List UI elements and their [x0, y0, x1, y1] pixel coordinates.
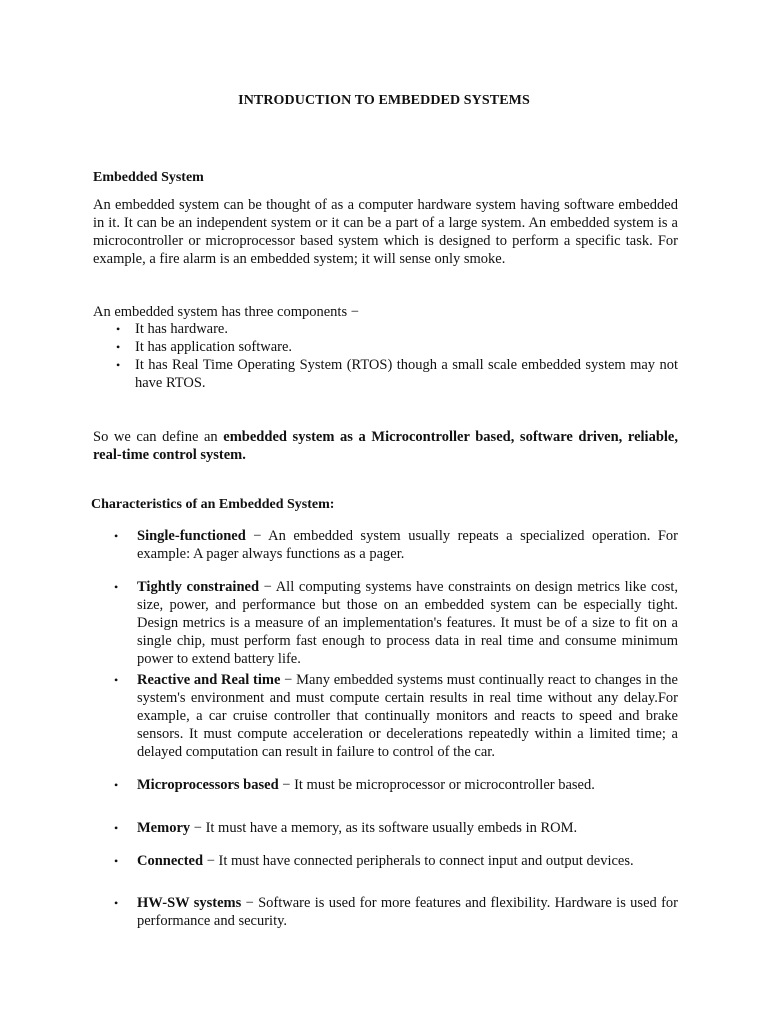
section-heading-embedded-system: Embedded System: [93, 170, 204, 185]
definition-bold: embedded system as a Microcontroller based, software driven, reliable, real-time control system.: [93, 429, 678, 463]
definition-paragraph: [93, 428, 678, 464]
component-text: It has application software.: [135, 339, 293, 355]
bullet-icon: •: [114, 854, 119, 868]
characteristic-text: Many embedded systems must continually react to changes in the system's environment and must compute certain results in real time without any delay.For example, a car cruise controller that continually monitors and reacts to speed and brake sensors. It must compute acceleration or decelerations repeatedly within a limited time; a delayed computation can result in failure to control of the car.: [137, 672, 678, 760]
list-item: • HW-SW systems − Software is used for more features and flexibility. Hardware is used for performance and security.: [114, 895, 678, 929]
list-item: • Tightly constrained − All computing systems have constraints on design metrics like cost, size, power, and performance but those on an embedded system can be especially tight. Design metrics is a measure of an implementation's features. It must be of a size to fit on a single chip, must perform fast enough to process data in real time and consume minimum power to extend battery life.: [114, 579, 678, 667]
characteristic-term: Microprocessors based: [137, 777, 279, 793]
component-text: It has Real Time Operating System (RTOS) though a small scale embedded system may not have RTOS.: [135, 357, 678, 391]
list-item: • Connected − It must have connected peripherals to connect input and output devices.: [114, 853, 634, 869]
characteristic-text: Software is used for more features and flexibility. Hardware is used for performance and security.: [137, 895, 678, 929]
bullet-icon: •: [114, 529, 119, 543]
bullet-icon: •: [116, 358, 121, 372]
characteristic-text: It must be microprocessor or microcontroller based.: [294, 777, 595, 793]
components-intro: An embedded system has three components −: [93, 304, 359, 320]
characteristic-text: It must have connected peripherals to connect input and output devices.: [218, 853, 634, 869]
bullet-icon: •: [116, 340, 121, 354]
characteristic-term: Tightly constrained: [137, 579, 260, 595]
bullet-icon: •: [114, 673, 119, 687]
bullet-icon: •: [116, 322, 121, 336]
page-title: INTRODUCTION TO EMBEDDED SYSTEMS: [238, 93, 530, 108]
characteristic-text: It must have a memory, as its software usually embeds in ROM.: [205, 820, 578, 836]
section-heading-characteristics: Characteristics of an Embedded System:: [91, 497, 335, 512]
bullet-icon: •: [114, 896, 119, 910]
bullet-icon: •: [114, 821, 119, 835]
characteristic-text: All computing systems have constraints on design metrics like cost, size, power, and performance but those on an embedded system can be especially tight. Design metrics is a measure of an implementation's features. It must be of a size to fit on a single chip, must perform fast enough to process data in real time and consume minimum power to extend battery life.: [137, 579, 678, 667]
list-item: • Memory − It must have a memory, as its software usually embeds in ROM.: [114, 820, 578, 836]
list-item: [116, 338, 678, 356]
definition-prefix: So we can define an: [93, 429, 224, 445]
component-text: It has hardware.: [135, 321, 228, 337]
components-list: [116, 320, 678, 392]
characteristic-term: Reactive and Real time: [137, 672, 281, 688]
bullet-icon: •: [114, 778, 119, 792]
list-item: • Reactive and Real time − Many embedded systems must continually react to changes in the system's environment and must compute certain results in real time without any delay.For example, a car cruise controller that continually monitors and reacts to speed and brake sensors. It must compute acceleration or decelerations repeatedly within a limited time; a delayed computation can result in failure to control of the car.: [114, 672, 678, 760]
intro-paragraph: An embedded system can be thought of as a computer hardware system having software embedded in it. It can be an independent system or it can be a part of a large system. An embedded system is a microcontroller or microprocessor based system which is designed to perform a specific task. For example, a fire alarm is an embedded system; it will sense only smoke.: [93, 197, 678, 267]
list-item: • Microprocessors based − It must be microprocessor or microcontroller based.: [114, 777, 595, 793]
list-item: • Single-functioned − An embedded system usually repeats a specialized operation. For example: A pager always functions as a pager.: [114, 528, 678, 562]
characteristic-term: Memory: [137, 820, 191, 836]
characteristic-term: Single-functioned: [137, 528, 246, 544]
list-item: [116, 320, 678, 338]
characteristic-term: HW-SW systems: [137, 895, 242, 911]
characteristic-text: An embedded system usually repeats a specialized operation. For example: A pager always functions as a pager.: [137, 528, 678, 562]
characteristic-term: Connected: [137, 853, 204, 869]
bullet-icon: •: [114, 580, 119, 594]
list-item: [116, 356, 678, 392]
